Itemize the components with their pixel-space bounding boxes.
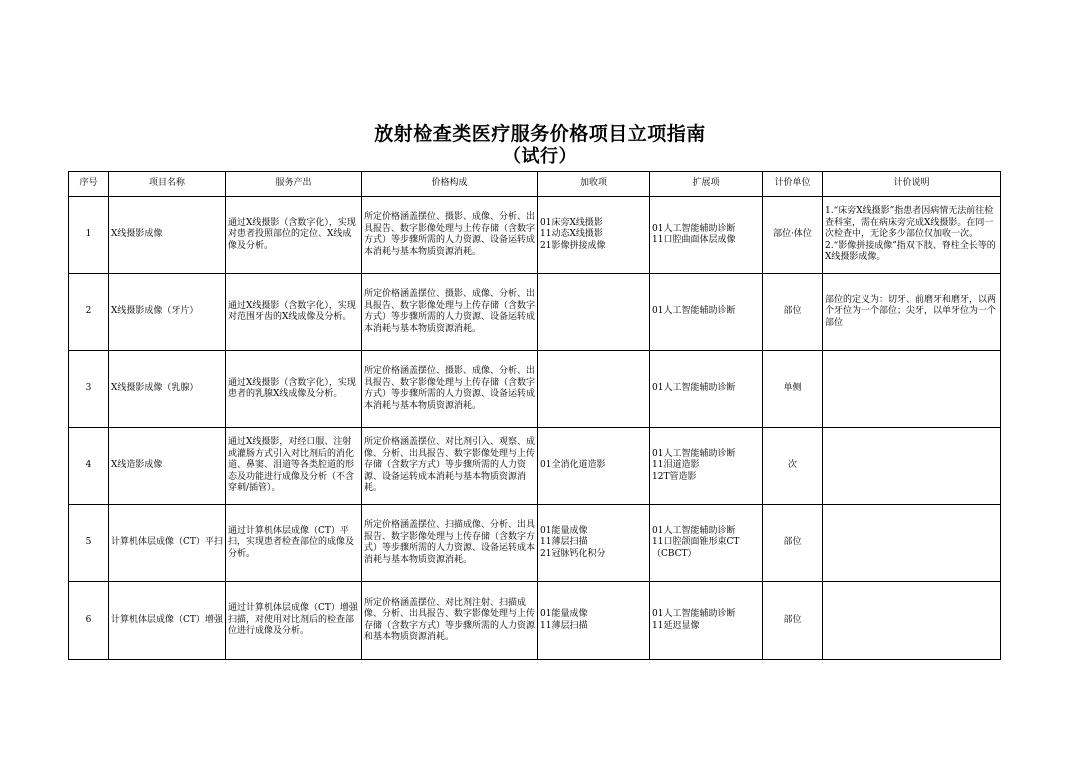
cell-note — [823, 351, 1001, 428]
table-row — [69, 351, 1001, 428]
table-row — [69, 428, 1001, 505]
cell-unit: 部位·体位 — [763, 197, 823, 274]
cell-note: 1.“床旁X线摄影”指患者因病情无法前往检查科室，需在病床旁完成X线摄影。在同一次检查中，无论多少部位仅加收一次。 2.“影像拼接成像”指双下肢、脊柱全长等的X线摄影成像。 — [823, 197, 1001, 274]
page-title: 放射检查类医疗服务价格项目立项指南 — [374, 123, 706, 145]
cell-name: X线摄影成像（牙片） — [109, 274, 226, 351]
cell-no: 3 — [69, 351, 109, 428]
cell-unit: 部位 — [763, 274, 823, 351]
cell-note — [823, 505, 1001, 582]
cell-output: 通过计算机体层成像（CT）平扫，实现患者检查部位的成像及分析。 — [226, 505, 362, 582]
cell-no: 6 — [69, 582, 109, 660]
cell-ext: 01人工智能辅助诊断 11口腔曲面体层成像 — [650, 197, 763, 274]
cell-price: 所定价格涵盖摆位、对比剂引入、观察、成像、分析、出具报告、数字影像处理与上传存储（含数字方式）等步骤所需的人力资源、设备运转成本消耗与基本物质资源消耗。 — [362, 428, 538, 505]
cell-addon: 01能量成像 11薄层扫描 21冠脉钙化积分 — [538, 505, 650, 582]
cell-output: 通过X线摄影（含数字化），实现对范围牙齿的X线成像及分析。 — [226, 274, 362, 351]
cell-unit: 部位 — [763, 582, 823, 660]
cell-no: 5 — [69, 505, 109, 582]
cell-unit: 次 — [763, 428, 823, 505]
cell-note — [823, 428, 1001, 505]
cell-name: X线摄影成像（乳腺） — [109, 351, 226, 428]
cell-unit: 单侧 — [763, 351, 823, 428]
cell-ext: 01人工智能辅助诊断 — [650, 351, 763, 428]
cell-addon: 01床旁X线摄影 11动态X线摄影 21影像拼接成像 — [538, 197, 650, 274]
page-subtitle: （试行） — [503, 146, 577, 167]
cell-price: 所定价格涵盖摆位、对比剂注射、扫描成像、分析、出具报告、数字影像处理与上传存储（含数字方式）等步骤所需的人力资源和基本物质资源消耗。 — [362, 582, 538, 660]
cell-unit: 部位 — [763, 505, 823, 582]
cell-name: X线造影成像 — [109, 428, 226, 505]
cell-output: 通过X线摄影，对经口服、注射或灌肠方式引入对比剂后的消化道、鼻窦、泪道等各类腔道的形态及功能进行成像及分析（不含穿刺/插管）。 — [226, 428, 362, 505]
price-guide-table — [68, 171, 1001, 660]
table-header-row — [69, 172, 1001, 197]
cell-output: 通过X线摄影（含数字化），实现患者的乳腺X线成像及分析。 — [226, 351, 362, 428]
cell-name: X线摄影成像 — [109, 197, 226, 274]
cell-ext: 01人工智能辅助诊断 11口腔颌面锥形束CT（CBCT） — [650, 505, 763, 582]
cell-no: 4 — [69, 428, 109, 505]
cell-note: 部位的定义为：切牙、前磨牙和磨牙，以两个牙位为一个部位；尖牙，以单牙位为一个部位 — [823, 274, 1001, 351]
header-name: 项目名称 — [109, 172, 226, 197]
cell-ext: 01人工智能辅助诊断 11泪道造影 12T管造影 — [650, 428, 763, 505]
cell-no: 2 — [69, 274, 109, 351]
cell-name: 计算机体层成像（CT）平扫 — [109, 505, 226, 582]
cell-price: 所定价格涵盖摆位、摄影、成像、分析、出具报告、数字影像处理与上传存储（含数字方式）等步骤所需的人力资源、设备运转成本消耗与基本物质资源消耗。 — [362, 197, 538, 274]
cell-addon: 01能量成像 11薄层扫描 — [538, 582, 650, 660]
header-ext: 扩展项 — [650, 172, 763, 197]
table-body — [69, 197, 1001, 660]
table-row — [69, 505, 1001, 582]
cell-price: 所定价格涵盖摆位、摄影、成像、分析、出具报告、数字影像处理与上传存储（含数字方式）等步骤所需的人力资源、设备运转成本消耗与基本物质资源消耗。 — [362, 351, 538, 428]
header-price: 价格构成 — [362, 172, 538, 197]
cell-ext: 01人工智能辅助诊断 — [650, 274, 763, 351]
cell-note — [823, 582, 1001, 660]
header-output: 服务产出 — [226, 172, 362, 197]
header-no: 序号 — [69, 172, 109, 197]
header-unit: 计价单位 — [763, 172, 823, 197]
cell-ext: 01人工智能辅助诊断 11延迟显像 — [650, 582, 763, 660]
cell-addon — [538, 274, 650, 351]
table-row — [69, 274, 1001, 351]
cell-price: 所定价格涵盖摆位、摄影、成像、分析、出具报告、数字影像处理与上传存储（含数字方式）等步骤所需的人力资源、设备运转成本消耗与基本物质资源消耗。 — [362, 274, 538, 351]
header-note: 计价说明 — [823, 172, 1001, 197]
table-row — [69, 582, 1001, 660]
header-addon: 加收项 — [538, 172, 650, 197]
cell-price: 所定价格涵盖摆位、扫描成像、分析、出具报告、数字影像处理与上传存储（含数字方式）等步骤所需的人力资源、设备运转成本消耗与基本物质资源消耗。 — [362, 505, 538, 582]
cell-addon: 01全消化道造影 — [538, 428, 650, 505]
cell-addon — [538, 351, 650, 428]
cell-output: 通过X线摄影（含数字化），实现对患者投照部位的定位、X线成像及分析。 — [226, 197, 362, 274]
cell-name: 计算机体层成像（CT）增强 — [109, 582, 226, 660]
cell-output: 通过计算机体层成像（CT）增强扫描，对使用对比剂后的检查部位进行成像及分析。 — [226, 582, 362, 660]
table-row — [69, 197, 1001, 274]
cell-no: 1 — [69, 197, 109, 274]
